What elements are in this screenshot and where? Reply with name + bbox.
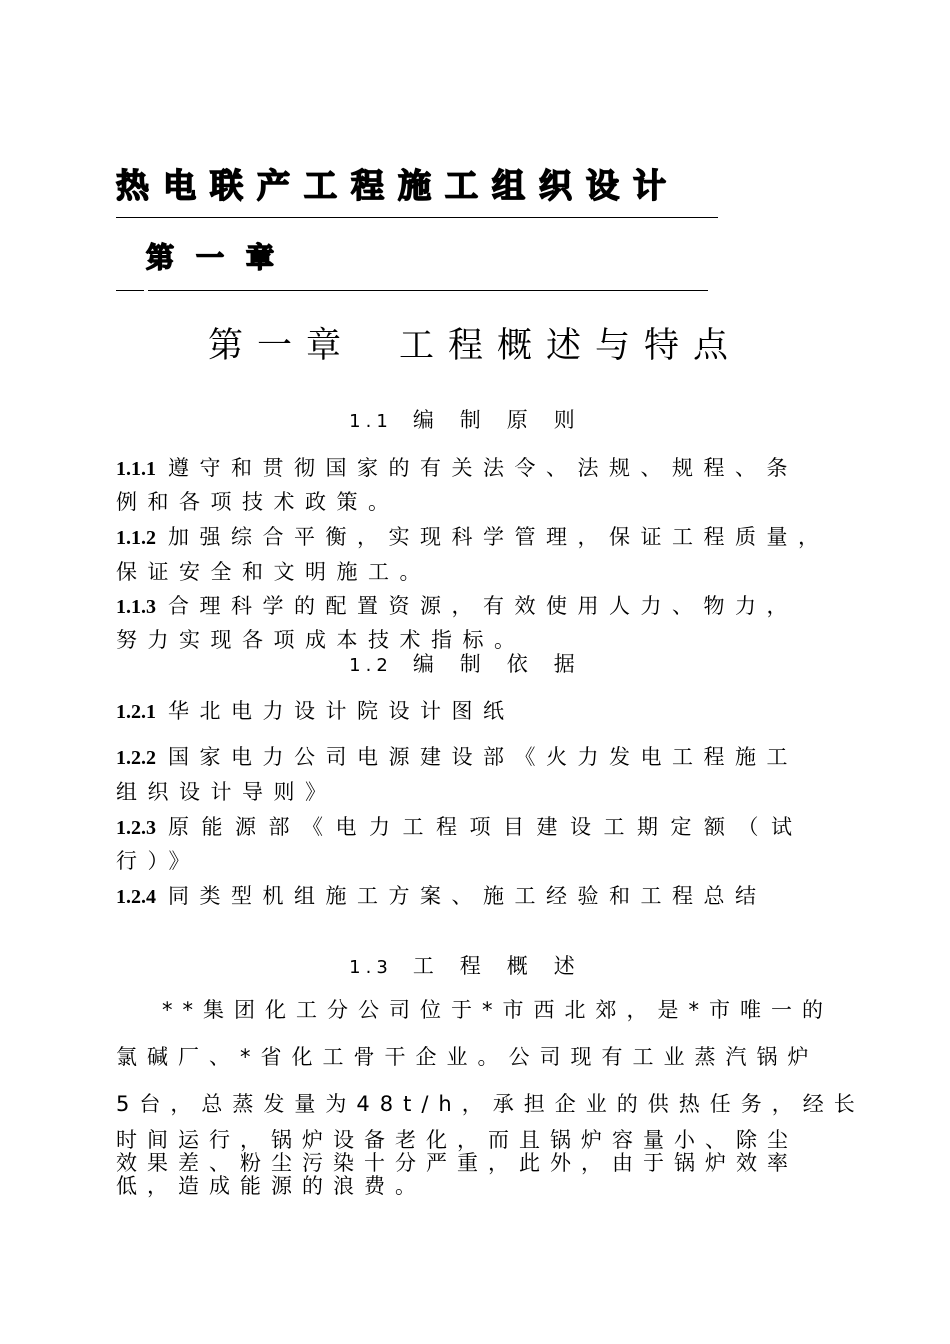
item-text: 加强综合平衡，实现科学管理，保证工程质量， — [168, 525, 830, 549]
chapter-underline — [148, 290, 708, 291]
list-item-continuation: 例和各项技术政策。 — [116, 490, 400, 514]
item-number: 1.2.1 — [116, 701, 156, 723]
section-title: 编制依据 — [412, 652, 601, 676]
paragraph-line: 氯碱厂、*省化工骨干企业。公司现有工业蒸汽锅炉 — [116, 1045, 819, 1069]
item-text: 原能源部《电力工程项目建设工期定额（试 — [168, 815, 805, 839]
list-item-1-1-1 — [116, 452, 798, 482]
paragraph-line: 低，造成能源的浪费。 — [116, 1174, 426, 1198]
item-text: 国家电力公司电源建设部《火力发电工程施工 — [168, 745, 798, 769]
section-title: 工程概述 — [412, 954, 601, 978]
chapter-heading-number: 第一章 — [207, 326, 355, 366]
item-number: 1.2.2 — [116, 747, 156, 769]
item-text: 遵守和贯彻国家的有关法令、法规、规程、条 — [168, 456, 798, 480]
chapter-underline-short — [116, 290, 144, 291]
section-title: 编制原则 — [412, 408, 601, 432]
document-title: 热电联产工程施工组织设计 — [116, 166, 680, 205]
list-item-1-2-4 — [116, 880, 767, 910]
section-heading-1-2 — [0, 648, 950, 678]
paragraph-line: 5台，总蒸发量为48t/h，承担企业的供热任务，经长 — [116, 1092, 865, 1116]
section-heading-1-3 — [0, 950, 950, 980]
chapter-heading-text: 工程概述与特点 — [399, 326, 743, 366]
item-number: 1.2.4 — [116, 886, 156, 908]
item-text: 同类型机组施工方案、施工经验和工程总结 — [168, 884, 767, 908]
list-item-1-1-3 — [116, 590, 798, 620]
section-number: 1.3 — [349, 957, 393, 978]
item-text: 合理科学的配置资源，有效使用人力、物力， — [168, 594, 798, 618]
list-item-continuation: 保证安全和文明施工。 — [116, 560, 431, 584]
chapter-label: 第一章 — [146, 241, 297, 274]
list-item-continuation: 行）》 — [116, 849, 200, 873]
title-underline — [116, 217, 718, 218]
list-item-continuation: 组织设计导则》 — [116, 780, 337, 804]
list-item-1-2-3 — [116, 811, 805, 841]
item-number: 1.2.3 — [116, 817, 156, 839]
chapter-heading — [0, 318, 950, 368]
list-item-1-2-1 — [116, 695, 515, 725]
paragraph-line: 效果差、粉尘污染十分严重，此外，由于锅炉效率 — [116, 1151, 798, 1175]
item-number: 1.1.1 — [116, 458, 156, 480]
item-number: 1.1.3 — [116, 596, 156, 618]
item-text: 华北电力设计院设计图纸 — [168, 699, 515, 723]
section-number: 1.2 — [349, 655, 393, 676]
list-item-1-2-2 — [116, 741, 798, 771]
section-number: 1.1 — [349, 411, 393, 432]
section-heading-1-1 — [0, 404, 950, 434]
paragraph-line: 时间运行，锅炉设备老化，而且锅炉容量小、除尘 — [116, 1128, 798, 1152]
item-number: 1.1.2 — [116, 527, 156, 549]
paragraph-line: **集团化工分公司位于*市西北郊，是*市唯一的 — [162, 998, 833, 1022]
list-item-1-1-2 — [116, 521, 830, 551]
list-item-continuation: 努力实现各项成本技术指标。 — [116, 628, 526, 652]
